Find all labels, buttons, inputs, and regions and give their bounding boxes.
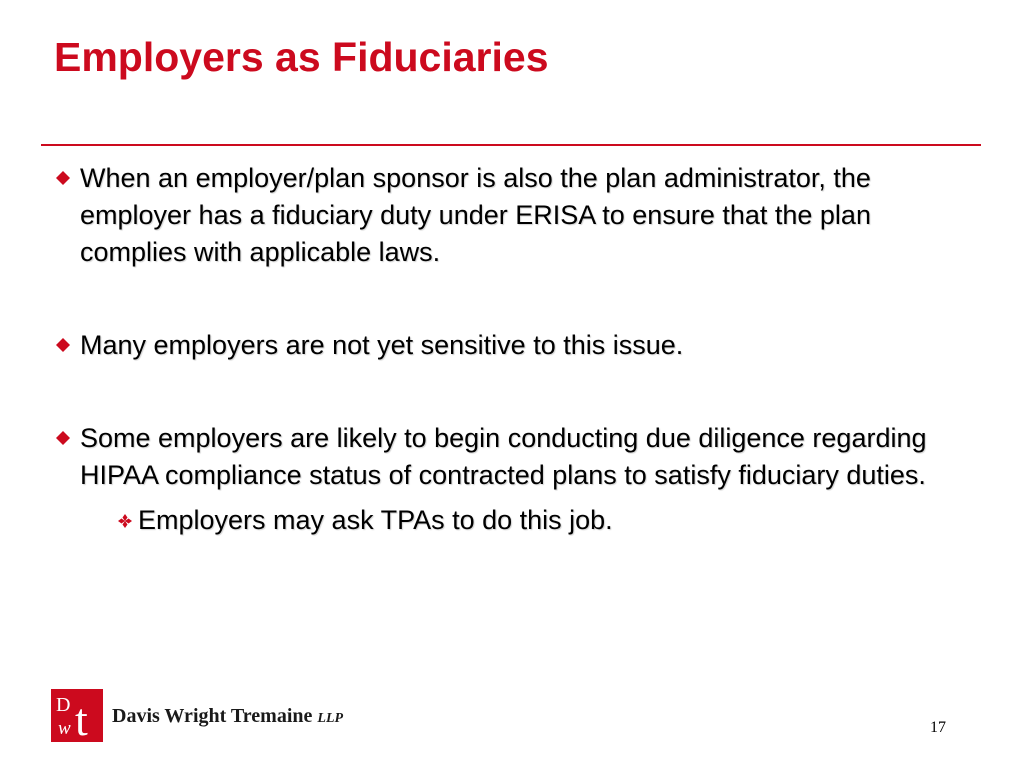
firm-name-text: Davis Wright Tremaine — [112, 705, 313, 727]
firm-logo — [51, 689, 103, 742]
diamond-bullet-icon — [56, 431, 70, 445]
four-diamond-bullet-icon — [118, 514, 132, 528]
sub-bullet-item — [118, 502, 986, 539]
firm-suffix: LLP — [317, 711, 344, 726]
svg-text:t: t — [75, 694, 88, 742]
title-divider — [41, 144, 981, 146]
svg-text:w: w — [58, 718, 71, 739]
bullet-item — [56, 160, 920, 271]
bullet-item — [56, 327, 986, 364]
bullet-list — [56, 160, 986, 539]
bullet-item — [56, 420, 980, 494]
sub-bullet-text: Employers may ask TPAs to do this job. — [138, 505, 613, 535]
firm-name — [112, 705, 343, 728]
page-number: 17 — [930, 719, 946, 736]
bullet-text: Many employers are not yet sensitive to this issue. — [80, 330, 684, 360]
bullet-text: When an employer/plan sponsor is also the plan administrator, the employer has a fiduciary duty under ERISA to ensure that the plan complies with applicable laws. — [80, 163, 871, 267]
diamond-bullet-icon — [56, 338, 70, 352]
svg-text:D: D — [56, 694, 71, 716]
diamond-bullet-icon — [56, 171, 70, 185]
bullet-text: Some employers are likely to begin conducting due diligence regarding HIPAA compliance status of contracted plans to satisfy fiduciary duties. — [80, 423, 927, 490]
slide-title: Employers as Fiduciaries — [54, 34, 549, 80]
